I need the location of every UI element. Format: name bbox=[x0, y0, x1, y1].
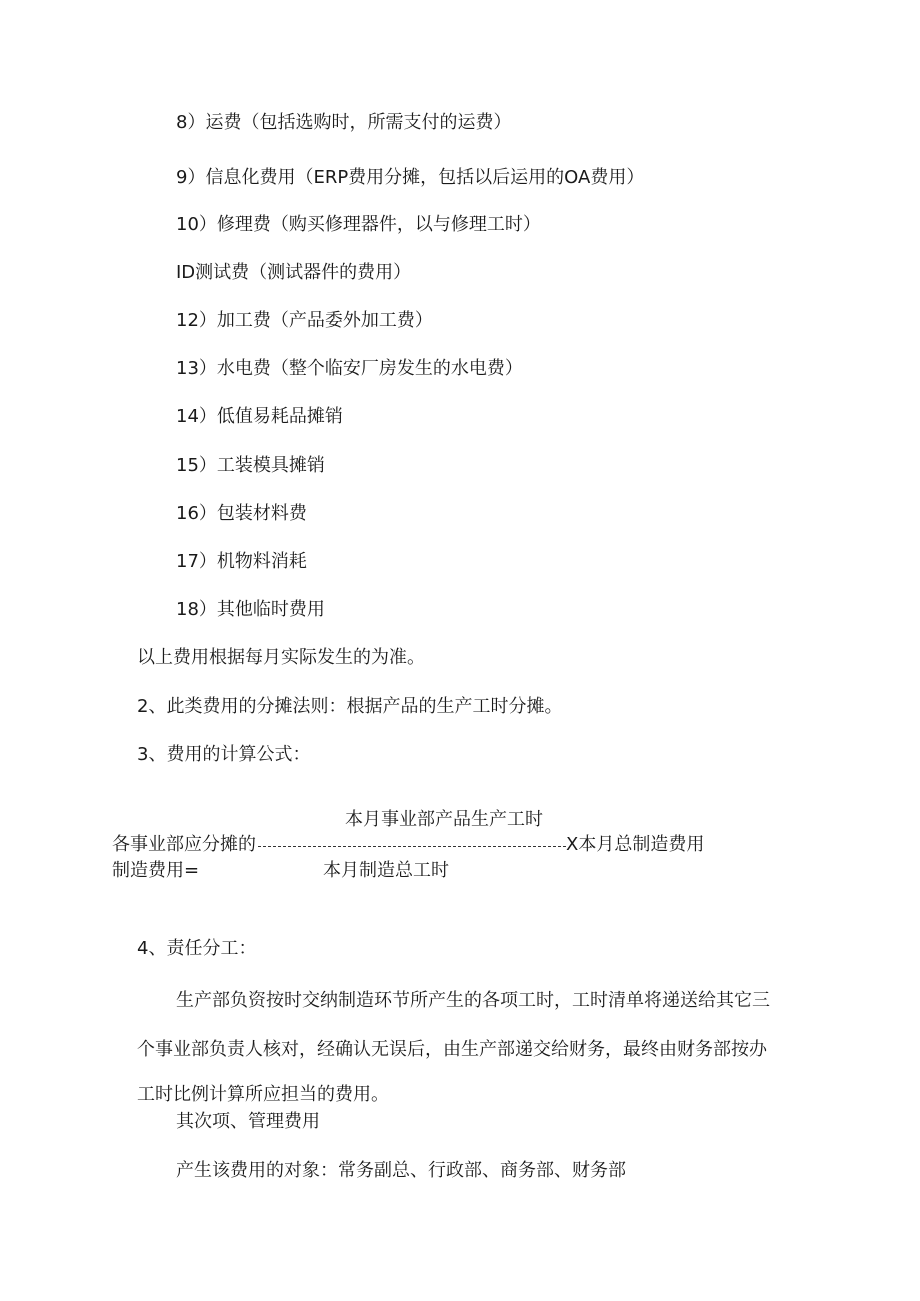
item-number: 9 bbox=[176, 167, 188, 188]
item-text: 信息化费用（ERP费用分摊，包括以后运用的OA费用） bbox=[205, 167, 645, 188]
list-item-16 bbox=[176, 502, 307, 526]
item-number: 18 bbox=[176, 599, 199, 620]
item-paren: ） bbox=[187, 112, 206, 133]
list-item-10 bbox=[176, 213, 541, 237]
item-paren: ） bbox=[198, 310, 217, 331]
item-paren: ） bbox=[198, 455, 217, 476]
list-item-15 bbox=[176, 454, 325, 478]
paragraph-line-3: 工时比例计算所应担当的费用。 bbox=[137, 1084, 389, 1105]
item-number: 12 bbox=[176, 310, 199, 331]
next-item-subjects: 产生该费用的对象：常务副总、行政部、商务部、财务部 bbox=[176, 1160, 626, 1181]
item-paren: ） bbox=[198, 551, 217, 572]
item-text: 其他临时费用 bbox=[216, 599, 325, 620]
item-paren: ） bbox=[198, 599, 217, 620]
list-item-8 bbox=[176, 111, 511, 135]
item-text: 运费（包括选购时，所需支付的运费） bbox=[205, 112, 512, 133]
item-paren: ） bbox=[198, 503, 217, 524]
formula-left-top: 各事业部应分摊的 bbox=[112, 834, 256, 855]
item-paren: ） bbox=[198, 214, 217, 235]
note-text: 以上费用根据每月实际发生的为准。 bbox=[137, 647, 425, 668]
item-number: 16 bbox=[176, 503, 199, 524]
formula-numerator: 本月事业部产品生产工时 bbox=[345, 809, 543, 830]
item-text: 包装材料费 bbox=[216, 503, 307, 524]
list-item-13 bbox=[176, 357, 523, 381]
item-paren: ） bbox=[198, 358, 217, 379]
item-text: 修理费（购买修理器件，以与修理工时） bbox=[216, 214, 541, 235]
list-item-11 bbox=[176, 261, 411, 285]
item-text: 低值易耗品摊销 bbox=[216, 406, 343, 427]
formula-denominator: 本月制造总工时 bbox=[323, 860, 449, 881]
item-text: 水电费（整个临安厂房发生的水电费） bbox=[216, 358, 523, 379]
formula-fraction-line bbox=[258, 846, 566, 847]
section-3-heading: 3、费用的计算公式： bbox=[137, 744, 311, 765]
paragraph-line-2: 个事业部负责人核对，经确认无误后，由生产部递交给财务，最终由财务部按办 bbox=[137, 1039, 767, 1060]
item-paren: ） bbox=[187, 167, 206, 188]
formula-left-bottom: 制造费用= bbox=[112, 860, 200, 881]
item-number: 14 bbox=[176, 406, 199, 427]
section-2-heading: 2、此类费用的分摊法则：根据产品的生产工时分摊。 bbox=[137, 696, 563, 717]
list-item-9 bbox=[176, 166, 644, 190]
item-number: ID bbox=[176, 262, 196, 283]
item-text: 机物料消耗 bbox=[216, 551, 307, 572]
item-text: 测试费（测试器件的费用） bbox=[195, 262, 412, 283]
formula-right: X本月总制造费用 bbox=[566, 834, 705, 855]
item-text: 加工费（产品委外加工费） bbox=[216, 310, 433, 331]
item-text: 工装模具摊销 bbox=[216, 455, 325, 476]
section-4-heading: 4、责任分工： bbox=[137, 938, 257, 959]
item-number: 17 bbox=[176, 551, 199, 572]
list-item-14 bbox=[176, 405, 343, 429]
list-item-18 bbox=[176, 598, 325, 622]
next-item-title: 其次项、管理费用 bbox=[176, 1111, 320, 1132]
item-number: 10 bbox=[176, 214, 199, 235]
item-number: 15 bbox=[176, 455, 199, 476]
item-number: 13 bbox=[176, 358, 199, 379]
list-item-12 bbox=[176, 309, 433, 333]
item-number: 8 bbox=[176, 112, 188, 133]
item-paren: ） bbox=[198, 406, 217, 427]
paragraph-line-1: 生产部负资按时交纳制造环节所产生的各项工时，工时清单将递送给其它三 bbox=[176, 990, 770, 1011]
list-item-17 bbox=[176, 550, 307, 574]
